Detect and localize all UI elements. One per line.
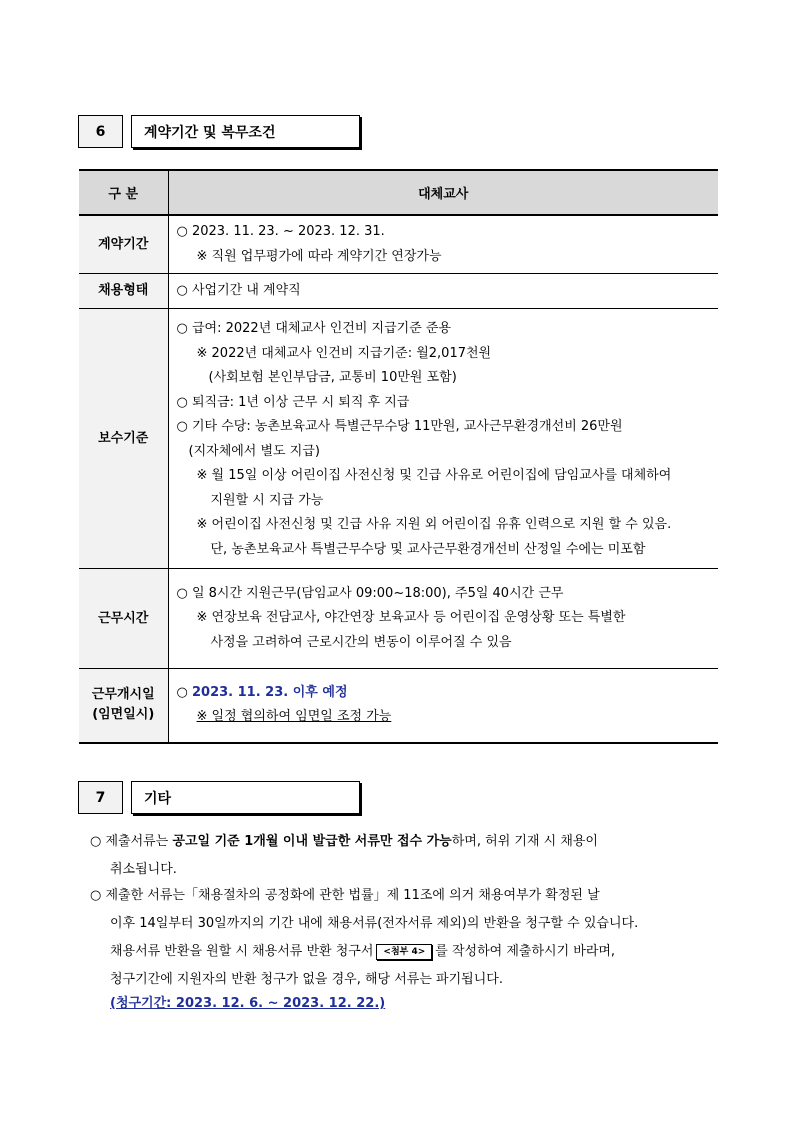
start-note: ※ 일정 협의하여 임면일 조정 가능 bbox=[196, 709, 392, 725]
header-substitute-teacher: 대체교사 bbox=[168, 170, 718, 215]
pay-line: ○ 기타 수당: 농촌보육교사 특별근무수당 11만원, 교사근무환경개선비 26만원 bbox=[176, 419, 623, 434]
row-label-employment: 채용형태 bbox=[79, 274, 168, 309]
para-line: ○ 제출한 서류는「채용절차의 공정화에 관한 법률」제 11조에 의거 채용여부가 확정된 날 bbox=[90, 888, 600, 903]
pay-line: 지원할 시 지급 가능 bbox=[210, 492, 324, 508]
row-content-contract bbox=[168, 215, 718, 274]
bold-text: 공고일 기준 1개월 이내 발급한 서류만 접수 가능 bbox=[172, 834, 452, 849]
start-label-line1: 근무개시일 bbox=[91, 687, 155, 703]
section-title: 기타 bbox=[131, 781, 360, 814]
pay-line: (지자체에서 별도 지급) bbox=[188, 443, 320, 459]
pay-line: ※ 월 15일 이상 어린이집 사전신청 및 긴급 사유로 어린이집에 담임교사를 대체하여 bbox=[196, 468, 672, 483]
section-number: 6 bbox=[78, 115, 123, 148]
start-note-line bbox=[177, 705, 719, 730]
text: 를 작성하여 제출하시기 바라며, bbox=[435, 944, 616, 959]
contract-note: ※ 직원 업무평가에 따라 계약기간 연장가능 bbox=[196, 248, 442, 264]
row-content-hours bbox=[168, 569, 718, 669]
bullet: ○ bbox=[176, 684, 192, 700]
pay-line: (사회보험 본인부담금, 교통비 10만원 포함) bbox=[208, 370, 457, 385]
pay-line: ※ 2022년 대체교사 인건비 지급기준: 월2,017천원 bbox=[196, 345, 492, 361]
table-row bbox=[79, 569, 718, 669]
table-row bbox=[79, 309, 718, 569]
contract-terms-table bbox=[79, 169, 718, 744]
row-label-contract: 계약기간 bbox=[79, 215, 168, 274]
employment-type: ○ 사업기간 내 계약직 bbox=[176, 282, 301, 298]
hours-line: ※ 연장보육 전담교사, 야간연장 보육교사 등 어린이집 운영상황 또는 특별한 bbox=[196, 610, 626, 626]
section-number: 7 bbox=[78, 781, 123, 814]
row-content-start bbox=[168, 669, 718, 743]
para-line: 청구기간에 지원자의 반환 청구가 없을 경우, 해당 서류는 파기됩니다. bbox=[110, 972, 503, 987]
pay-line: ○ 퇴직금: 1년 이상 근무 시 퇴직 후 지급 bbox=[176, 394, 410, 410]
row-content-pay bbox=[168, 309, 718, 569]
contract-period: ○ 2023. 11. 23. ~ 2023. 12. 31. bbox=[176, 224, 385, 239]
pay-line: ※ 어린이집 사전신청 및 긴급 사유 지원 외 어린이집 유휴 인력으로 지원 할 수 있음. bbox=[196, 517, 672, 532]
hours-line: ○ 일 8시간 지원근무(담임교사 09:00~18:00), 주5일 40시간 근무 bbox=[176, 585, 564, 601]
notice-paragraph-2 bbox=[90, 882, 720, 994]
table-row bbox=[79, 215, 718, 274]
para-line bbox=[90, 938, 720, 966]
pay-line: 단, 농촌보육교사 특별근무수당 및 교사근무환경개선비 산정일 수에는 미포함 bbox=[210, 541, 646, 557]
row-label-start bbox=[79, 669, 168, 743]
row-label-pay: 보수기준 bbox=[79, 309, 168, 569]
para-line bbox=[90, 828, 720, 856]
para-line: 취소됩니다. bbox=[110, 862, 177, 877]
text: ○ 제출서류는 bbox=[90, 834, 173, 849]
pay-line: ○ 급여: 2022년 대체교사 인건비 지급기준 준용 bbox=[176, 321, 452, 336]
notice-paragraph-1 bbox=[90, 828, 720, 884]
start-date-line bbox=[177, 681, 719, 706]
text: 하며, 허위 기재 시 채용이 bbox=[451, 834, 598, 849]
text: 채용서류 반환을 원할 시 채용서류 반환 청구서 bbox=[110, 944, 374, 959]
section-title: 계약기간 및 복무조건 bbox=[131, 115, 360, 148]
para-line: 이후 14일부터 30일까지의 기간 내에 채용서류(전자서류 제외)의 반환을 청구할 수 있습니다. bbox=[110, 916, 639, 931]
table-row bbox=[79, 274, 718, 309]
start-label-line2: (임면일시) bbox=[92, 707, 155, 723]
claim-period: (청구기간: 2023. 12. 6. ~ 2023. 12. 22.) bbox=[110, 996, 386, 1011]
header-category: 구 분 bbox=[79, 170, 168, 215]
attachment-box: <첨부 4> bbox=[376, 944, 432, 960]
start-date: 2023. 11. 23. 이후 예정 bbox=[191, 684, 348, 700]
hours-line: 사정을 고려하여 근로시간의 변동이 이루어질 수 있음 bbox=[210, 634, 512, 650]
row-label-hours: 근무시간 bbox=[79, 569, 168, 669]
table-header-row bbox=[79, 170, 718, 215]
table-row bbox=[79, 669, 718, 743]
row-content-employment bbox=[168, 274, 718, 309]
